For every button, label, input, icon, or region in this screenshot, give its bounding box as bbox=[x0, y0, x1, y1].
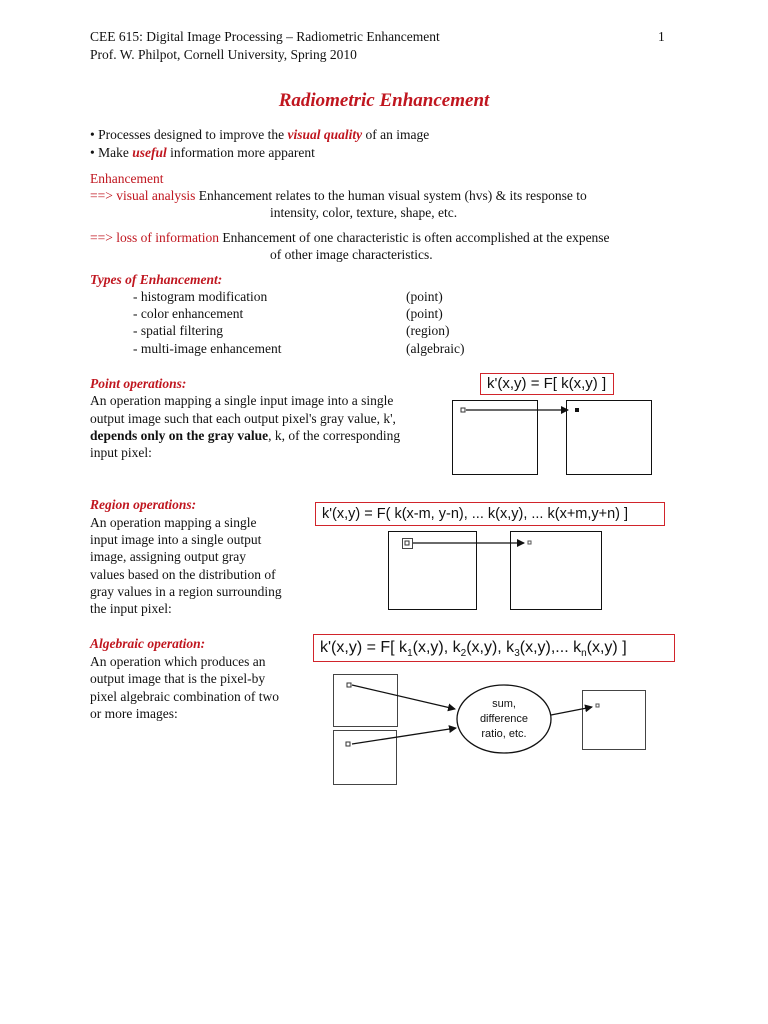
pixel-marker bbox=[405, 541, 409, 545]
algebraic-ops-formula: k'(x,y) = F[ $k_1(x,y)$, $k_2(x,y)$, $k_3(x,y)$,... $k_n(x,y)$ ] bbox=[313, 634, 675, 662]
enhancement-label: Enhancement bbox=[90, 171, 164, 186]
region-ops-heading: Region operations: bbox=[90, 497, 197, 512]
enhancement-item-loss: ==> loss of information Enhancement of one characteristic is often accomplished at the expense bbox=[90, 230, 610, 245]
pixel-marker bbox=[346, 742, 350, 746]
types-row-name: - spatial filtering bbox=[133, 323, 223, 338]
region-ops-text: gray values in a region surrounding bbox=[90, 584, 282, 599]
point-ops-formula: k'(x,y) = F[ k(x,y) ] bbox=[480, 373, 614, 395]
enhancement-item-visual-cont: intensity, color, texture, shape, etc. bbox=[270, 205, 458, 220]
page-number: 1 bbox=[658, 29, 665, 44]
algebraic-ops-heading: Algebraic operation: bbox=[90, 636, 206, 651]
types-row-name: - multi-image enhancement bbox=[133, 341, 282, 356]
bullet-item: • Processes designed to improve the visual quality of an image bbox=[90, 127, 430, 142]
types-row-kind: (point) bbox=[406, 289, 443, 304]
algebraic-arrow-2 bbox=[352, 728, 456, 744]
types-row-name: - histogram modification bbox=[133, 289, 268, 304]
region-ops-text: the input pixel: bbox=[90, 601, 172, 616]
algebraic-ops-text: pixel algebraic combination of two bbox=[90, 689, 279, 704]
operation-oval-label: sum, difference ratio, etc. bbox=[479, 698, 529, 740]
header-course-line: CEE 615: Digital Image Processing – Radiometric Enhancement bbox=[90, 29, 440, 44]
algebraic-arrow-1 bbox=[352, 685, 455, 709]
point-ops-text: input pixel: bbox=[90, 445, 152, 460]
algebraic-arrow-out bbox=[551, 707, 592, 715]
bullet-item: • Make useful information more apparent bbox=[90, 145, 315, 160]
region-ops-text: values based on the distribution of bbox=[90, 567, 276, 582]
pixel-marker bbox=[347, 683, 351, 687]
types-heading: Types of Enhancement: bbox=[90, 272, 223, 287]
region-ops-text: An operation mapping a single bbox=[90, 515, 257, 530]
enhancement-item-visual: ==> visual analysis Enhancement relates to the human visual system (hvs) & its response to bbox=[90, 188, 587, 203]
types-row-kind: (algebraic) bbox=[406, 341, 465, 356]
point-ops-text: depends only on the gray value, k, of the corresponding bbox=[90, 428, 401, 443]
pixel-marker bbox=[596, 704, 599, 707]
algebraic-ops-text: or more images: bbox=[90, 706, 178, 721]
pixel-marker bbox=[575, 408, 579, 412]
types-row-name: - color enhancement bbox=[133, 306, 244, 321]
types-row-kind: (region) bbox=[406, 323, 450, 338]
region-ops-formula: k'(x,y) = F( k(x-m, y-n), ... k(x,y), ... k(x+m,y+n) ] bbox=[315, 502, 665, 526]
point-ops-text: An operation mapping a single input image into a single bbox=[90, 393, 394, 408]
point-ops-text: output image such that each output pixel's gray value, k', bbox=[90, 411, 396, 426]
operation-oval bbox=[457, 685, 551, 753]
region-ops-text: input image into a single output bbox=[90, 532, 262, 547]
enhancement-item-loss-cont: of other image characteristics. bbox=[270, 247, 433, 262]
types-row-kind: (point) bbox=[406, 306, 443, 321]
page-title: Radiometric Enhancement bbox=[278, 90, 490, 111]
region-ops-text: image, assigning output gray bbox=[90, 549, 246, 564]
pixel-marker bbox=[528, 541, 531, 544]
point-ops-heading: Point operations: bbox=[90, 376, 187, 391]
header-author-line: Prof. W. Philpot, Cornell University, Spring 2010 bbox=[90, 47, 357, 62]
algebraic-ops-text: An operation which produces an bbox=[90, 654, 266, 669]
algebraic-ops-text: output image that is the pixel-by bbox=[90, 671, 266, 686]
pixel-marker bbox=[461, 408, 465, 412]
